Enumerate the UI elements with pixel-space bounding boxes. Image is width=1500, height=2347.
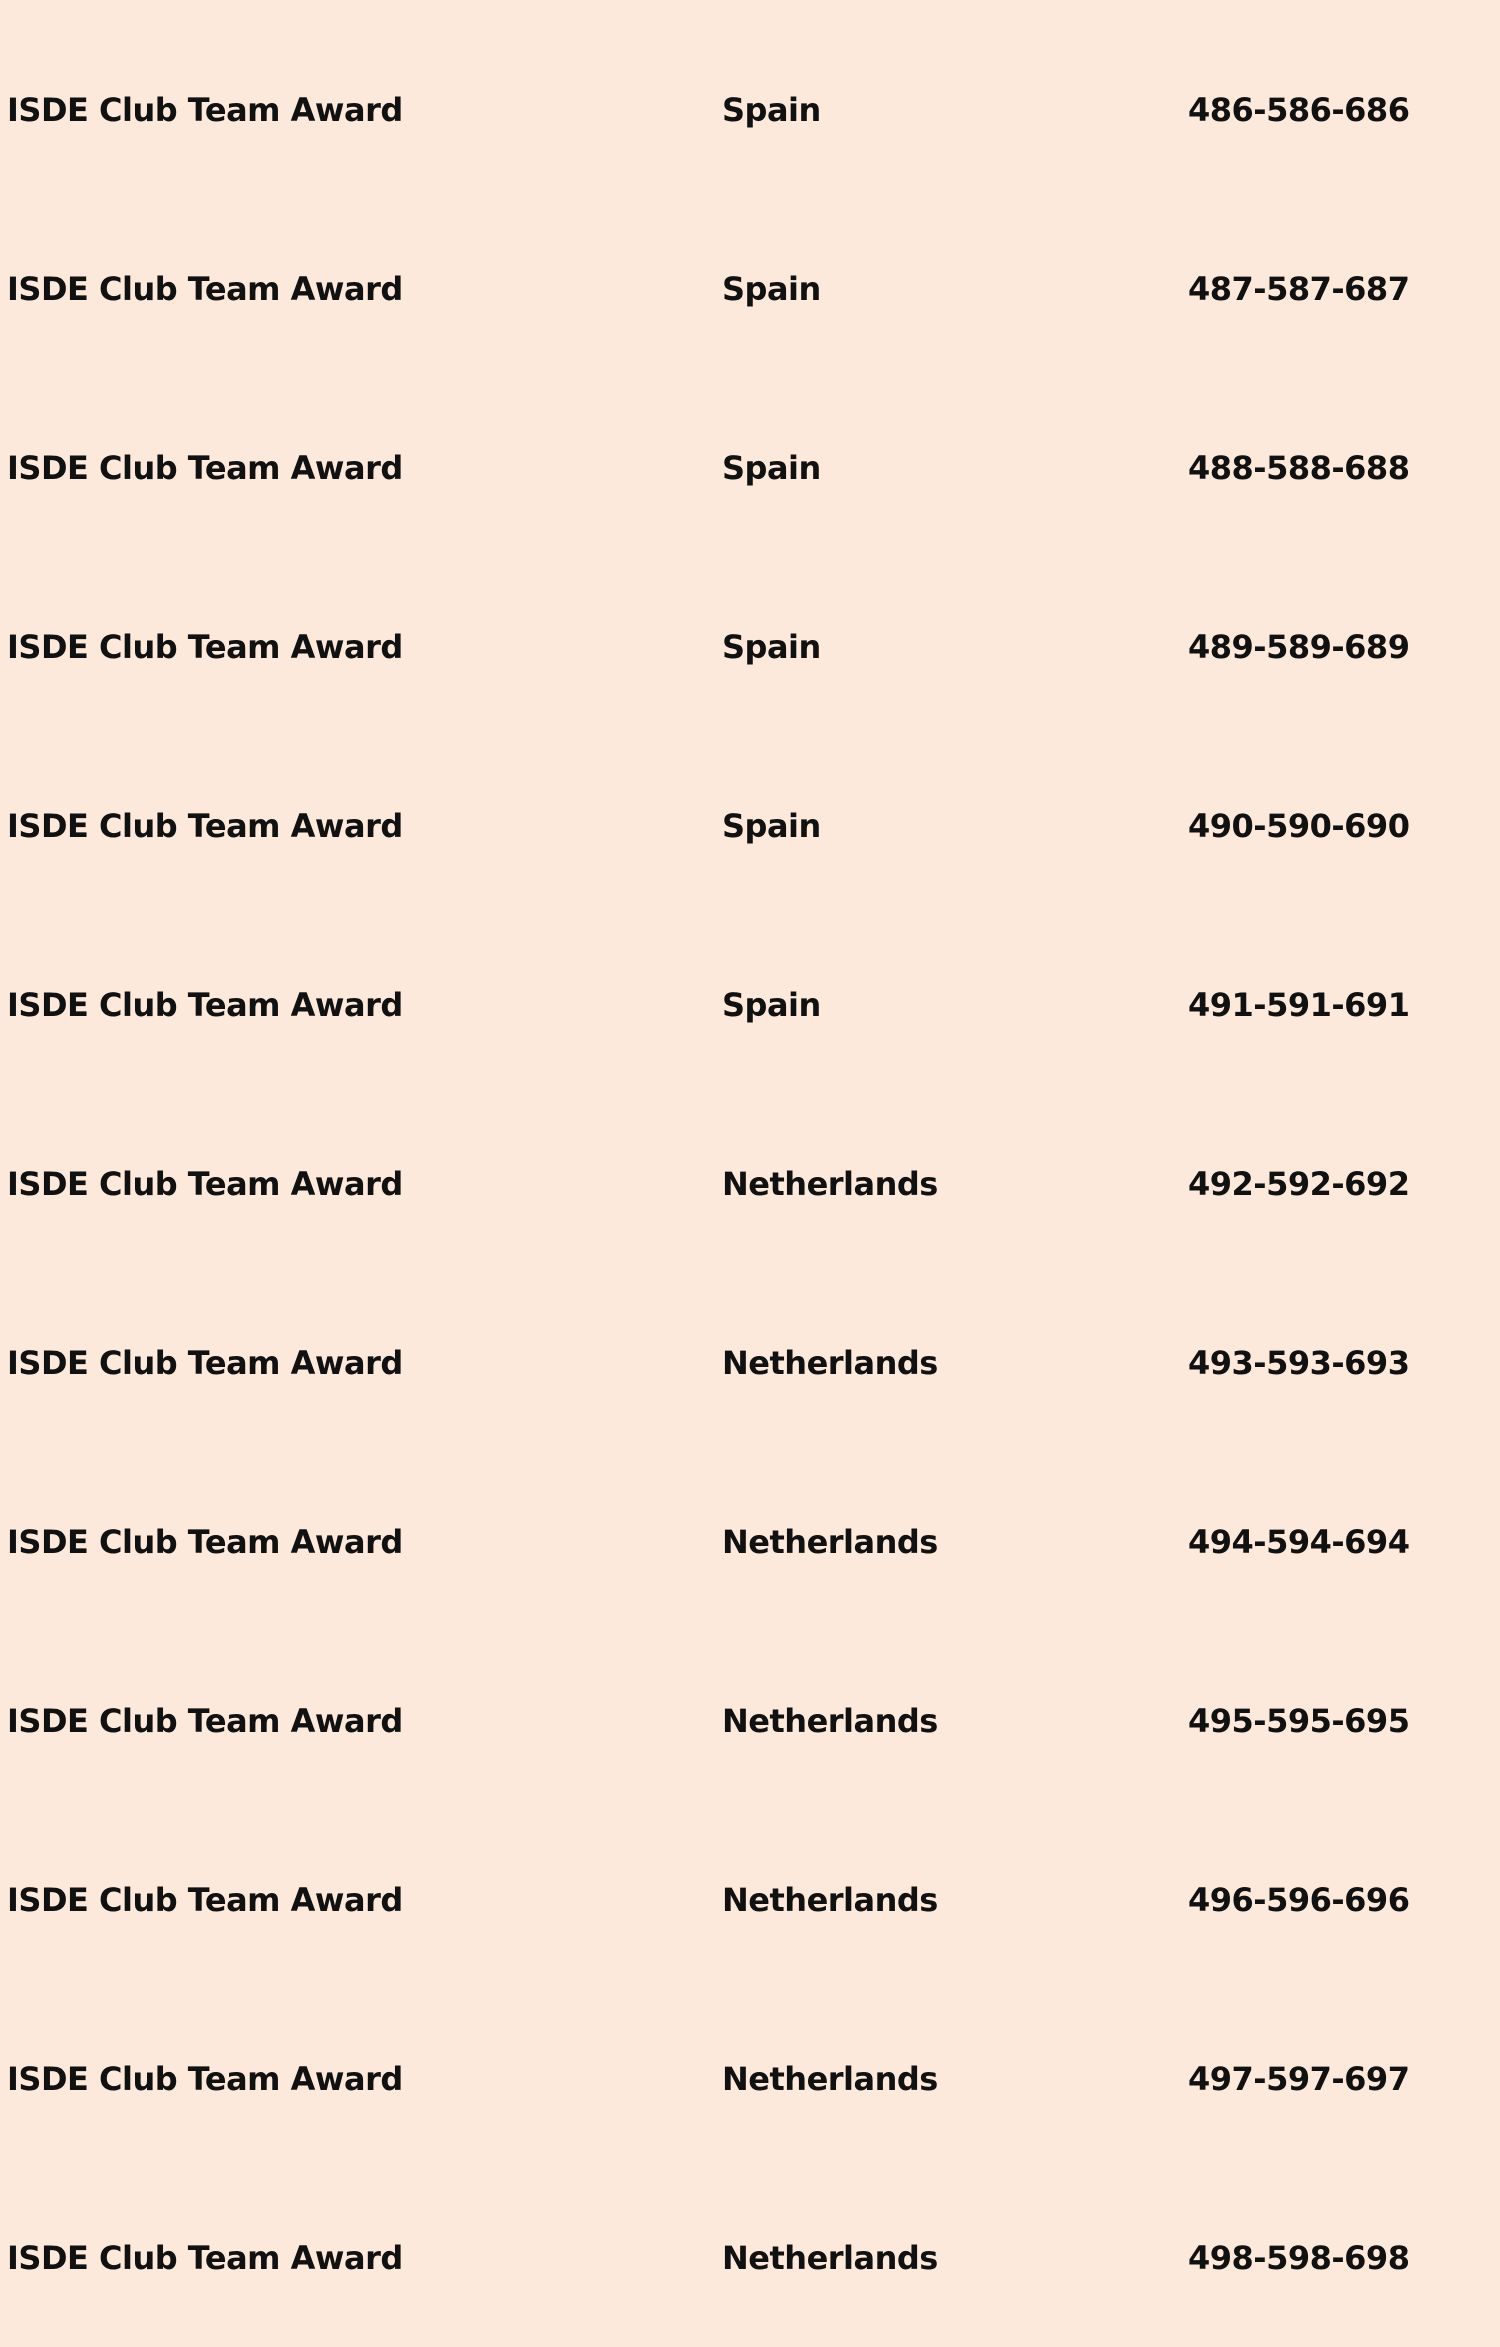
code-cell: 489-589-689: [1188, 627, 1410, 666]
country-cell: Spain: [722, 985, 821, 1024]
table-row: [0, 915, 1500, 1094]
country-cell: Netherlands: [722, 2238, 938, 2277]
country-cell: Netherlands: [722, 1701, 938, 1740]
table-row: [0, 1094, 1500, 1273]
table-row: [0, 1273, 1500, 1452]
table-row: [0, 1631, 1500, 1810]
table-row: [0, 199, 1500, 378]
code-cell: 486-586-686: [1188, 90, 1410, 129]
country-cell: Spain: [722, 806, 821, 845]
country-cell: Netherlands: [722, 1880, 938, 1919]
table-row: [0, 378, 1500, 557]
code-cell: 491-591-691: [1188, 985, 1410, 1024]
code-cell: 492-592-692: [1188, 1164, 1410, 1203]
table-row: [0, 1989, 1500, 2168]
award-cell: ISDE Club Team Award: [7, 2238, 403, 2277]
code-cell: 498-598-698: [1188, 2238, 1410, 2277]
table-row: [0, 20, 1500, 199]
award-cell: ISDE Club Team Award: [7, 1522, 403, 1561]
country-cell: Spain: [722, 269, 821, 308]
award-cell: ISDE Club Team Award: [7, 1164, 403, 1203]
code-cell: 495-595-695: [1188, 1701, 1410, 1740]
table-row: [0, 2168, 1500, 2347]
code-cell: 490-590-690: [1188, 806, 1410, 845]
table-row: [0, 1810, 1500, 1989]
award-cell: ISDE Club Team Award: [7, 1880, 403, 1919]
award-cell: ISDE Club Team Award: [7, 1343, 403, 1382]
code-cell: 493-593-693: [1188, 1343, 1410, 1382]
code-cell: 494-594-694: [1188, 1522, 1410, 1561]
award-cell: ISDE Club Team Award: [7, 2059, 403, 2098]
code-cell: 488-588-688: [1188, 448, 1410, 487]
award-cell: ISDE Club Team Award: [7, 1701, 403, 1740]
country-cell: Netherlands: [722, 2059, 938, 2098]
code-cell: 497-597-697: [1188, 2059, 1410, 2098]
code-cell: 487-587-687: [1188, 269, 1410, 308]
country-cell: Spain: [722, 448, 821, 487]
country-cell: Netherlands: [722, 1522, 938, 1561]
award-cell: ISDE Club Team Award: [7, 269, 403, 308]
country-cell: Netherlands: [722, 1164, 938, 1203]
award-cell: ISDE Club Team Award: [7, 627, 403, 666]
award-cell: ISDE Club Team Award: [7, 448, 403, 487]
country-cell: Netherlands: [722, 1343, 938, 1382]
award-cell: ISDE Club Team Award: [7, 806, 403, 845]
table-row: [0, 557, 1500, 736]
award-cell: ISDE Club Team Award: [7, 985, 403, 1024]
award-cell: ISDE Club Team Award: [7, 90, 403, 129]
country-cell: Spain: [722, 627, 821, 666]
table-row: [0, 736, 1500, 915]
code-cell: 496-596-696: [1188, 1880, 1410, 1919]
country-cell: Spain: [722, 90, 821, 129]
table-row: [0, 1452, 1500, 1631]
